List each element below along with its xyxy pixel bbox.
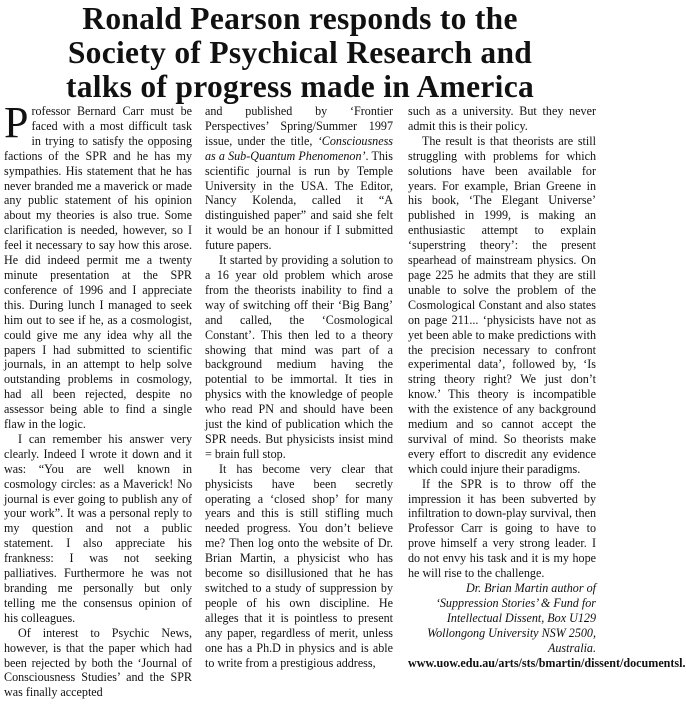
article-column-3 xyxy=(408,104,686,670)
drop-cap: P xyxy=(4,98,29,147)
headline-line-1: Ronald Pearson responds to the xyxy=(82,1,518,36)
article-column-2 xyxy=(205,104,393,670)
headline-line-2: Society of Psychical Research and xyxy=(67,35,533,70)
paragraph-6: The result is that theorists are still struggling with problems for which solutions have been available for years. For example, Brian Greene in his book, ‘The Elegant Universe’ published in 1999, is making an enthusiastic attempt to explain ‘superstring theory’: the present spearhead of mainstream physics. On page 225 he admits that they are still unable to solve the problem of the Cosmological Constant and also states on page 211... ‘physicists have not as yet been able to make predictions with the precision necessary to confront experimental data’, followed by, ‘Is string theory right? We just don’t know.’ This theory is incompatible with the existence of any background medium and so cannot accept the survival of mind. So theorists make every effort to discredit any evidence which could injure their paradigms. xyxy=(408,133,596,476)
paragraph-text: and published by ‘Frontier Perspectives’ Spring/Summer 1997 issue, under the title, xyxy=(205,104,393,148)
paragraph-7: If the SPR is to throw off the impression it has been subverted by infiltration to down-play survival, then Professor Carr is going to have to prove himself a very strong leader. I do not envy his task and it is my hope he will rise to the challenge. xyxy=(408,476,596,581)
paragraph-text: . This scientific journal is run by Temple University in the USA. The Editor, Nancy Kolenda, called it “A distinguished paper” and said she felt it would be an honour if I submitted future papers. xyxy=(205,148,393,253)
website-url: www.uow.edu.au/arts/sts/bmartin/dissent/documentsl. xyxy=(408,655,686,670)
paragraph-3-continued xyxy=(205,104,393,253)
paragraph-3: Of interest to Psychic News, however, is that the paper which had been rejected by both the ‘Journal of Consciousness Studies’ and the SPR was finally accepted xyxy=(4,625,192,700)
paragraph-4: It started by providing a solution to a 16 year old problem which arose from the theorists inability to find a way of switching off their ‘Big Bang’ and called, the ‘Cosmological Constant’. This then led to a theory showing that mind was part of a background medium having the potential to be immortal. It ties in physics with the knowledge of people who read PN and should have been just the kind of publication which the SPR needs. But physicists insist mind = brain full stop. xyxy=(205,253,393,461)
headline xyxy=(0,2,600,104)
paragraph-5-continued: such as a university. But they never admit this is their policy. xyxy=(408,104,596,133)
paragraph-2: I can remember his answer very clearly. Indeed I wrote it down and it was: “You are well known in cosmology circles: as a Maverick! No journal is ever going to publish any of your work”. It was a personal reply to my question and not a public statement. I also appreciate his frankness: I was not seeking palliatives. Furthermore he was not branding me personally but only telling me the consensus opinion of his colleagues. xyxy=(4,431,192,625)
headline-line-3: talks of progress made in America xyxy=(65,69,535,104)
paragraph-1 xyxy=(4,98,192,432)
signature-text: Dr. Brian Martin author of ‘Suppression Stories’ & Fund for Intellectual Dissent, Box U129 Wollongong University NSW 2500, Australia. xyxy=(427,581,596,655)
paragraph-1-text: rofessor Bernard Carr must be faced with a most difficult task in trying to satisfy the opposing factions of the SPR and he has my sympathies. His statement that he has never branded me a maverick or made any public statement of his opinion about my theories is also true. Some clarification is needed, however, so I feel it necessary to say how this arose. He did indeed permit me a twenty minute presentation at the SPR conference of 1996 and I appreciate this. During lunch I managed to seek him out to see if he, as a cosmologist, could give me any idea why all the papers I had submitted to scientific journals, in an attempt to help solve outstanding problems in cosmology, had all been rejected, despite no assessor being able to find a single flaw in the logic. xyxy=(4,104,192,432)
paper-title: ‘Consciousness as a Sub-Quantum Phenomenon’ xyxy=(205,133,393,163)
author-signature xyxy=(408,581,686,670)
paragraph-5: It has become very clear that physicists have been secretly operating a ‘closed shop’ for many years and this is still stifling much needed progress. You don’t believe me? Then log onto the website of Dr. Brian Martin, a physicist who has become so disillusioned that he has switched to a study of suppression by people of his own discipline. He alleges that it is pointless to present any paper, regardless of merit, unless one has a Ph.D in physics and is able to write from a prestigious address, xyxy=(205,461,393,670)
article-column-1 xyxy=(4,98,192,700)
